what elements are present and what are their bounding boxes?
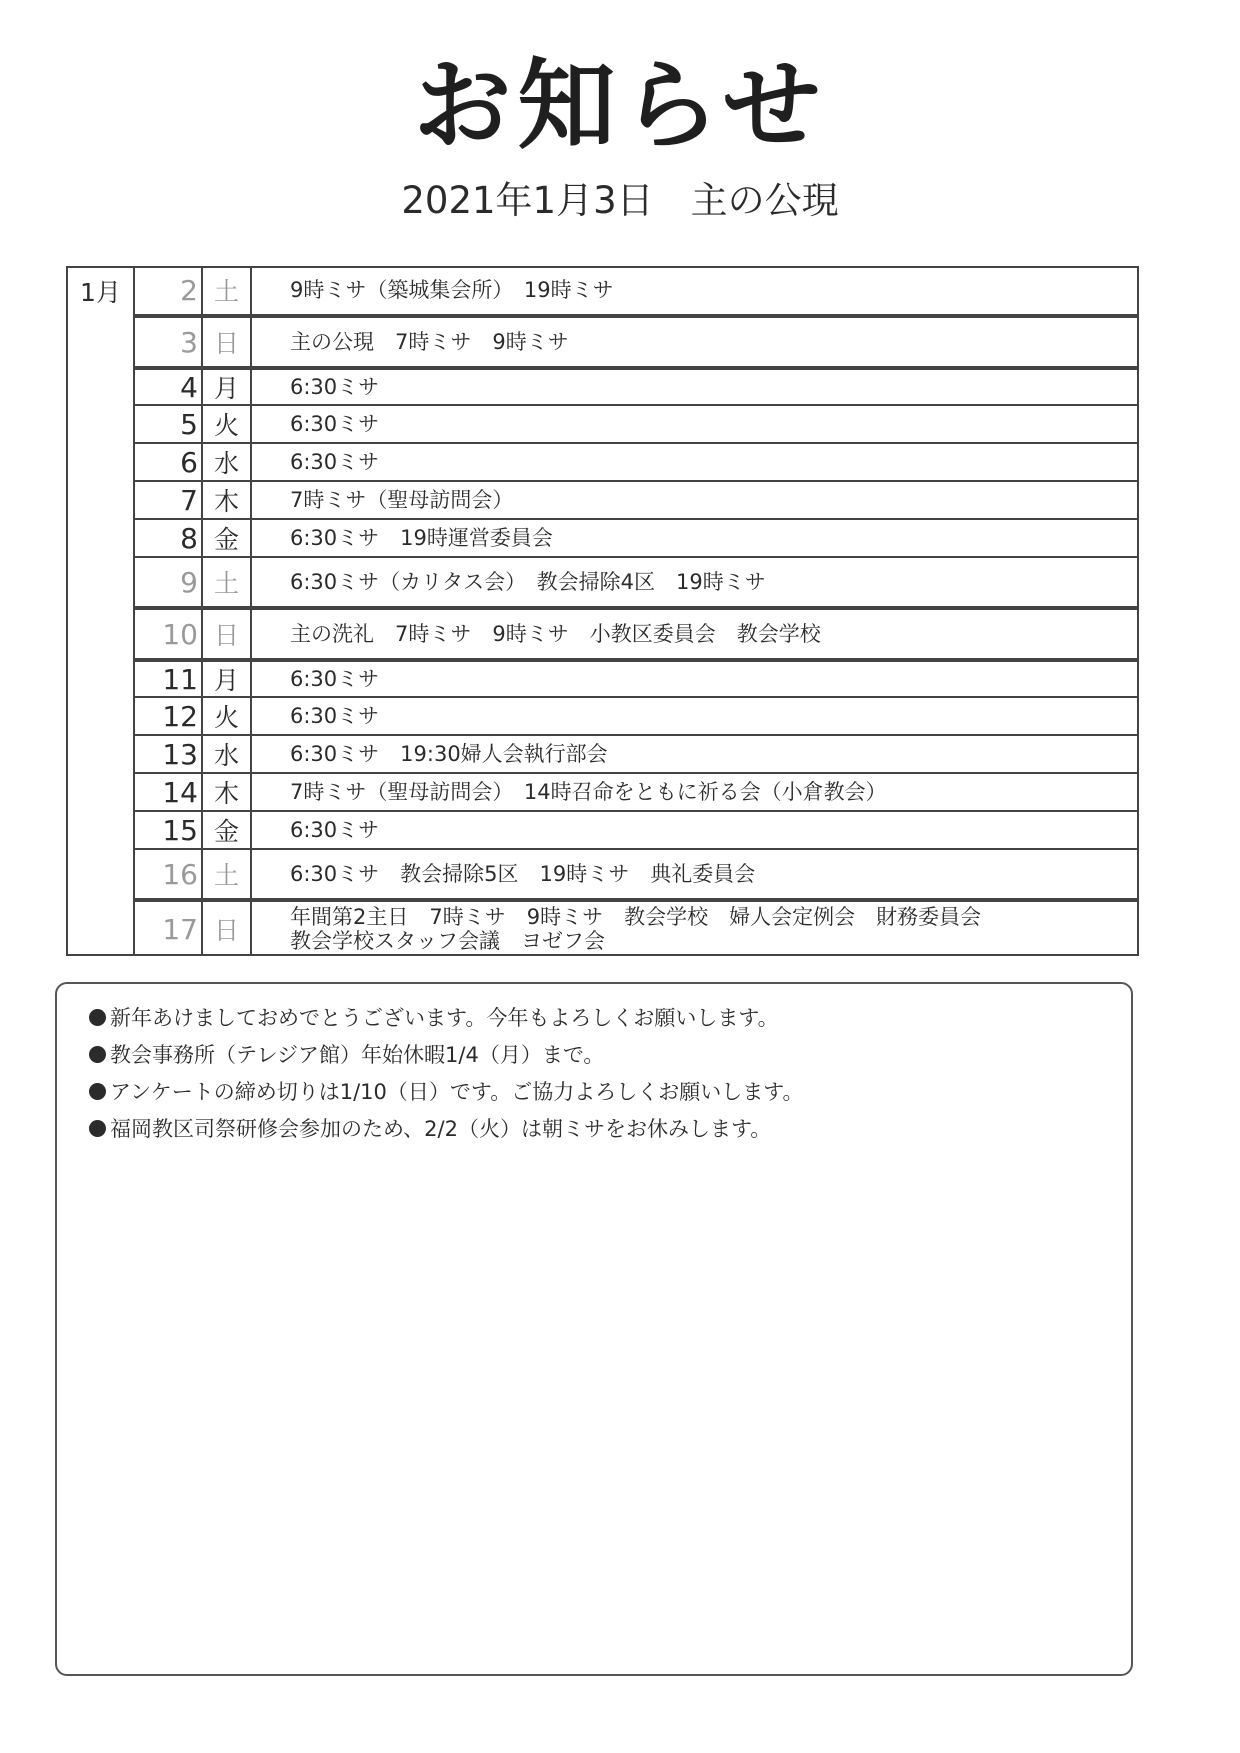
row-weekday: 木 bbox=[203, 774, 252, 810]
event-line: 6:30ミサ bbox=[290, 450, 380, 474]
month-label: 1月 bbox=[80, 278, 121, 307]
row-date: 2 bbox=[135, 266, 203, 314]
event-line: 教会学校スタッフ会議 ヨゼフ会 bbox=[290, 929, 605, 953]
row-date: 10 bbox=[135, 610, 203, 658]
row-date: 7 bbox=[135, 482, 203, 518]
row-date: 3 bbox=[135, 318, 203, 366]
table-row bbox=[135, 850, 1139, 900]
event-line: 7時ミサ（聖母訪問会） bbox=[290, 488, 514, 512]
row-events bbox=[290, 558, 1133, 606]
event-line: 6:30ミサ bbox=[290, 667, 380, 691]
row-events bbox=[290, 850, 1133, 898]
page-title: お知らせ bbox=[413, 49, 827, 163]
row-date: 4 bbox=[135, 370, 203, 404]
bullet-icon bbox=[89, 1046, 106, 1063]
table-row bbox=[135, 900, 1139, 956]
table-row bbox=[135, 444, 1139, 482]
row-weekday: 日 bbox=[203, 318, 252, 366]
row-events bbox=[290, 812, 1133, 848]
table-row bbox=[135, 698, 1139, 736]
row-date: 8 bbox=[135, 520, 203, 556]
table-row bbox=[135, 736, 1139, 774]
table-row bbox=[135, 520, 1139, 558]
row-events bbox=[290, 610, 1133, 658]
table-row bbox=[135, 774, 1139, 812]
row-events bbox=[290, 266, 1133, 314]
bullet-icon bbox=[89, 1009, 106, 1026]
table-row bbox=[135, 266, 1139, 316]
notice-item bbox=[89, 1111, 1131, 1148]
table-row bbox=[135, 482, 1139, 520]
row-weekday: 金 bbox=[203, 520, 252, 556]
row-events bbox=[290, 698, 1133, 734]
row-events bbox=[290, 736, 1133, 772]
row-date: 14 bbox=[135, 774, 203, 810]
row-events bbox=[290, 406, 1133, 442]
row-events bbox=[290, 662, 1133, 696]
row-date: 12 bbox=[135, 698, 203, 734]
row-events bbox=[290, 774, 1133, 810]
row-weekday: 金 bbox=[203, 812, 252, 848]
row-date: 11 bbox=[135, 662, 203, 696]
event-line: 年間第2主日 7時ミサ 9時ミサ 教会学校 婦人会定例会 財務委員会 bbox=[290, 905, 982, 929]
table-row bbox=[135, 316, 1139, 368]
table-row bbox=[135, 406, 1139, 444]
row-weekday: 土 bbox=[203, 850, 252, 898]
row-events bbox=[290, 370, 1133, 404]
event-line: 主の公現 7時ミサ 9時ミサ bbox=[290, 330, 569, 354]
event-line: 6:30ミサ 19時運営委員会 bbox=[290, 526, 553, 550]
table-row bbox=[135, 812, 1139, 850]
table-row bbox=[135, 660, 1139, 698]
row-date: 9 bbox=[135, 558, 203, 606]
table-row bbox=[135, 558, 1139, 608]
row-events bbox=[290, 902, 1133, 956]
row-events bbox=[290, 444, 1133, 480]
table-row bbox=[135, 608, 1139, 660]
notice-text: 教会事務所（テレジア館）年始休暇1/4（月）まで。 bbox=[110, 1043, 605, 1067]
event-line: 主の洗礼 7時ミサ 9時ミサ 小教区委員会 教会学校 bbox=[290, 622, 821, 646]
bullet-icon bbox=[89, 1120, 106, 1137]
row-weekday: 水 bbox=[203, 444, 252, 480]
event-line: 6:30ミサ bbox=[290, 412, 380, 436]
row-weekday: 月 bbox=[203, 662, 252, 696]
table-row bbox=[135, 368, 1139, 406]
notice-item bbox=[89, 1074, 1131, 1111]
row-date: 5 bbox=[135, 406, 203, 442]
row-date: 6 bbox=[135, 444, 203, 480]
event-line: 6:30ミサ 19:30婦人会執行部会 bbox=[290, 742, 608, 766]
row-weekday: 月 bbox=[203, 370, 252, 404]
notice-text: 新年あけましておめでとうございます。今年もよろしくお願いします。 bbox=[110, 1006, 779, 1030]
notice-text: アンケートの締め切りは1/10（日）です。ご協力よろしくお願いします。 bbox=[110, 1080, 804, 1104]
row-events bbox=[290, 318, 1133, 366]
notice-item bbox=[89, 1000, 1131, 1037]
event-line: 6:30ミサ（カリタス会） 教会掃除4区 19時ミサ bbox=[290, 570, 766, 594]
row-date: 13 bbox=[135, 736, 203, 772]
event-line: 9時ミサ（築城集会所） 19時ミサ bbox=[290, 278, 614, 302]
notices-box bbox=[55, 982, 1133, 1676]
row-weekday: 土 bbox=[203, 558, 252, 606]
event-line: 7時ミサ（聖母訪問会） 14時召命をともに祈る会（小倉教会） bbox=[290, 780, 887, 804]
event-line: 6:30ミサ bbox=[290, 704, 380, 728]
row-weekday: 日 bbox=[203, 902, 252, 956]
bullet-icon bbox=[89, 1083, 106, 1100]
row-weekday: 木 bbox=[203, 482, 252, 518]
notice-list bbox=[57, 984, 1131, 1148]
event-line: 6:30ミサ bbox=[290, 375, 380, 399]
row-weekday: 日 bbox=[203, 610, 252, 658]
event-line: 6:30ミサ 教会掃除5区 19時ミサ 典礼委員会 bbox=[290, 862, 756, 886]
row-weekday: 水 bbox=[203, 736, 252, 772]
row-date: 17 bbox=[135, 902, 203, 956]
row-date: 15 bbox=[135, 812, 203, 848]
row-weekday: 火 bbox=[203, 698, 252, 734]
row-weekday: 土 bbox=[203, 266, 252, 314]
row-events bbox=[290, 482, 1133, 518]
row-date: 16 bbox=[135, 850, 203, 898]
page-subtitle: 2021年1月3日 主の公現 bbox=[401, 179, 839, 222]
row-events bbox=[290, 520, 1133, 556]
notice-item bbox=[89, 1037, 1131, 1074]
event-line: 6:30ミサ bbox=[290, 818, 380, 842]
row-weekday: 火 bbox=[203, 406, 252, 442]
notice-text: 福岡教区司祭研修会参加のため、2/2（火）は朝ミサをお休みします。 bbox=[110, 1117, 772, 1141]
